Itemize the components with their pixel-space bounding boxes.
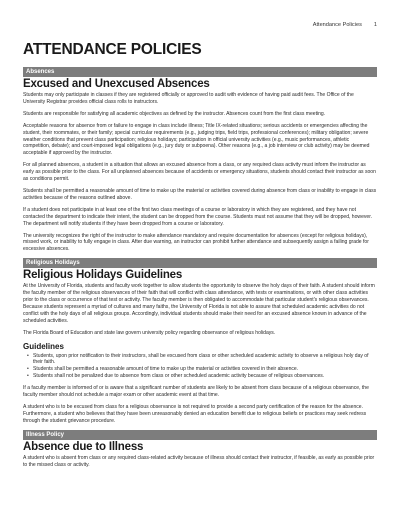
section-bar-religious-holidays: Religious Holidays bbox=[23, 258, 377, 268]
paragraph: The Florida Board of Education and state law govern university policy regarding observance of religious holidays. bbox=[23, 329, 276, 336]
running-head bbox=[313, 22, 377, 28]
guidelines-heading: Guidelines bbox=[23, 341, 64, 351]
list-item: • Students, upon prior notification to their instructors, shall be excused from class or other scheduled academic activity to observe a religious holy day of their faith. bbox=[29, 353, 377, 367]
list-item: • Students shall be permitted a reasonable amount of time to make up the material or activities covered in their absence. bbox=[29, 366, 377, 373]
paragraph: Students are responsible for satisfying all academic objectives as defined by the instructor. Absences count from the first class meeting. bbox=[23, 110, 326, 117]
section-heading-illness: Absence due to Illness bbox=[23, 440, 144, 453]
section-heading-religious-holidays: Religious Holidays Guidelines bbox=[23, 269, 183, 282]
list-item: • Students shall not be penalized due to absence from class or other scheduled academic activity because of religious observances. bbox=[29, 373, 377, 380]
paragraph: Acceptable reasons for absence from or failure to engage in class include illness; Title IX-related situations; serious accidents or emergencies affecting the student, their roommates, or their family; special curricular requirements (e.g., judging trips, field trips, professional conferences); military obligation; severe weather conditions that prevent class participation; religious holidays; participation in official university activities (e.g., music performances, athletic competition, debate); and court-imposed legal obligations (e.g., jury duty or subpoena). Other reasons (e.g., a job interview or club activity) may be deemed acceptable if approved by the instructor. bbox=[23, 122, 370, 157]
paragraph: If a faculty member is informed of or is aware that a significant number of students are likely to be absent from class because of a religious observance, the faculty member should not schedule a major exam or other academic event at that time. bbox=[23, 385, 369, 399]
paragraph: The university recognizes the right of the instructor to make attendance mandatory and require documentation for absences (except for religious holidays), missed work, or inability to fully engage in class. After due warning, an instructor can prohibit further attendance and subsequently assign a failing grade for excessive absences. bbox=[23, 232, 369, 253]
section-heading-absences: Excused and Unexcused Absences bbox=[23, 78, 210, 90]
paragraph: If a student does not participate in at least one of the first two class meetings of a course or laboratory in which they are registered, and they have not contacted the department to indicate their intent, the student can be dropped from the course. Students must not assume that they will be dropped, however. The department will notify students if they have been dropped from a course or laboratory. bbox=[23, 206, 373, 227]
paragraph: Students may only participate in classes if they are registered officially or approved to audit with evidence of having paid audit fees. The Office of the University Registrar provides official class rolls to instructors. bbox=[23, 92, 354, 105]
paragraph: Students shall be permitted a reasonable amount of time to make up the material or activities covered during absence from class or inability to engage in class activities because of the reasons outlined above. bbox=[23, 187, 377, 201]
document-title: ATTENDANCE POLICIES bbox=[23, 41, 202, 58]
guidelines-list bbox=[23, 353, 377, 381]
content bbox=[23, 67, 377, 474]
paragraph: At the University of Florida, students and faculty work together to allow students the opportunity to observe the holy days of their faith. A student should inform the faculty member of the religious observances of their faith that will conflict with class attendance, with tests or examinations, or with other class activities prior to the class or occurrence of that test or activity. The faculty member is then obligated to accommodate that particular student's religious observances. Because students represent a myriad of cultures and many faiths, the University of Florida is not able to assure that scheduled academic activities do not conflict with the holy days of all religious groups. Accordingly, individual students should make their need for an excused absence known in advance of the scheduled activities. bbox=[23, 283, 375, 324]
paragraph: For all planned absences, a student in a situation that allows an excused absence from a class, or any required class activity must inform the instructor as early as possible prior to the class. For all unplanned absences because of accidents or emergency situations, students should contact their instructor as soon as conditions permit. bbox=[23, 162, 376, 183]
section-bar-absences: Absences bbox=[23, 67, 377, 77]
running-head-title: Attendance Policies bbox=[312, 22, 362, 28]
paragraph: A student who is absent from class or any required class-related activity because of illness should contact their instructor, if feasible, as early as possible prior to the missed class or activity. bbox=[23, 454, 375, 468]
section-bar-illness-policy: Illness Policy bbox=[23, 430, 377, 440]
paragraph: A student who is to be excused from class for a religious observance is not required to provide a second party certification of the reason for the absence. Furthermore, a student who believes that they have been unreasonably denied an education benefit due to religious beliefs or practices may seek redress through the student grievance procedure. bbox=[23, 404, 367, 424]
page-number: 1 bbox=[373, 22, 377, 28]
